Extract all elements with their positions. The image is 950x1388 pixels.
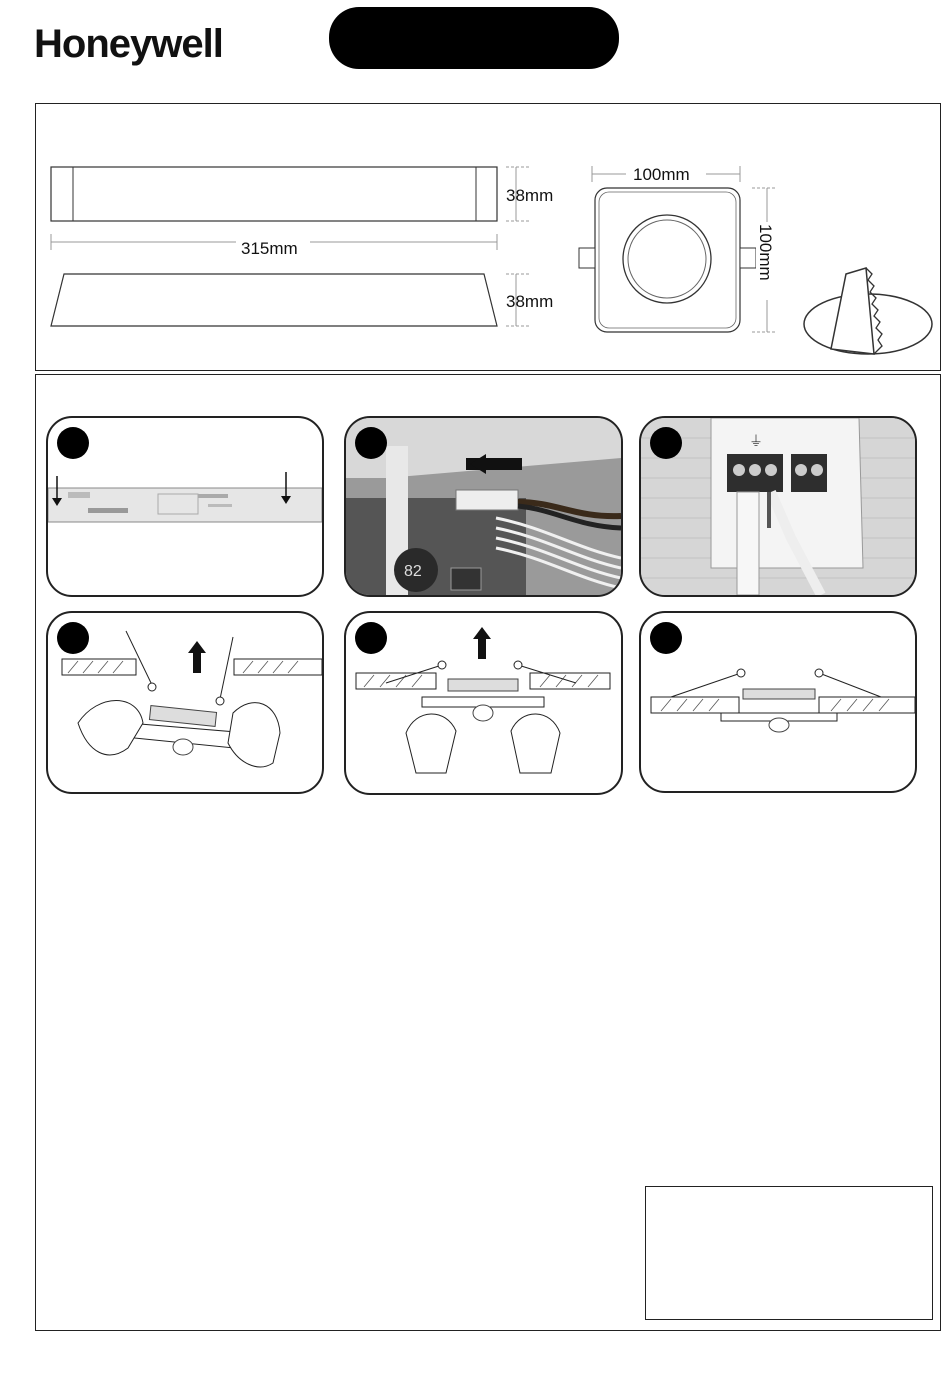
step-2-badge [355,427,387,459]
dim-length: 315mm [241,239,298,258]
note-box [645,1186,933,1320]
pcb-photo [346,418,621,595]
terminal-photo [641,418,915,595]
step-4-panel [46,611,324,794]
step-2-panel [344,416,623,597]
spring-clip-illustration [48,613,322,792]
step-6-badge [650,622,682,654]
dimension-drawing [36,104,940,370]
dim-height-top: 38mm [506,186,554,205]
component-label: 82 [404,563,422,580]
dim-width-square: 100mm [633,165,690,184]
step-1-badge [57,427,89,459]
steps-section [35,374,941,1331]
insert-ceiling-illustration [346,613,621,793]
step-6-panel [639,611,917,793]
installed-illustration [641,613,915,791]
dim-height-side: 38mm [506,292,554,311]
step-1-panel [46,416,324,597]
brand-logo: Honeywell [34,22,223,66]
step-5-badge [355,622,387,654]
hole-saw-icon [804,268,932,354]
earth-symbol-icon: ⏚ [749,434,763,450]
step-4-badge [57,622,89,654]
dim-height-square: 100mm [756,224,775,281]
step-3-panel [639,416,917,597]
step-5-panel [344,611,623,795]
bar-top-view [51,167,497,221]
downlight-square [595,188,740,332]
title-banner [329,7,619,69]
driver-illustration [48,418,322,595]
step-3-badge [650,427,682,459]
dimensions-section [35,103,941,371]
bar-side-view [51,274,497,326]
